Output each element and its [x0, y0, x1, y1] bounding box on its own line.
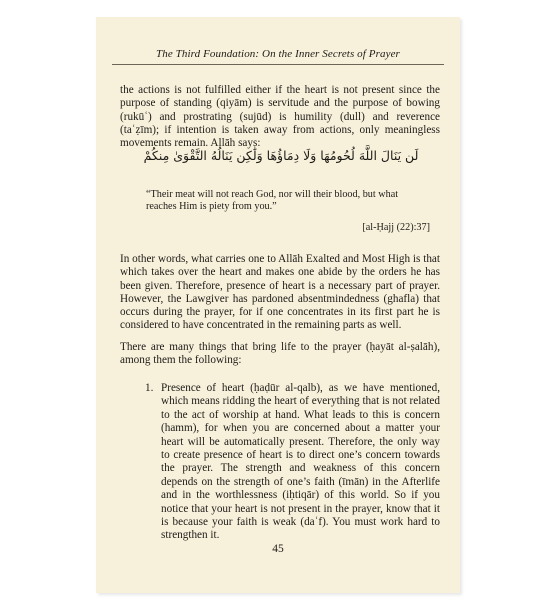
list-item-number: 1. [145, 382, 154, 394]
arabic-verse: لَن يَنَالَ اللَّهَ لُحُومُهَا وَلَا دِمَاؤُهَا وَلَٰكِن يَنَالُهُ التَّقْوَىٰ مِنكُمْ [143, 148, 419, 163]
paragraph-1: the actions is not fulfilled either if the heart is not present since the purpose of standing (qiyām) is servitude and the purpose of bowing (rukūʿ) and prostrating (sujūd) is humility (dull) and reverence (taʿẓīm); if intention is taken away from actions, only meaningless movements remain. Allāh says: [120, 84, 440, 150]
paragraph-2: In other words, what carries one to Allāh Exalted and Most High is that which takes over the heart and makes one abide by the orders he has been given. Therefore, presence of heart is a necessary part of prayer. However, the Lawgiver has pardoned absentmindedness (ghafla) that occurs during the prayer, for if one concentrates in its first part he is considered to have concentrated in the remaining parts as well. [120, 253, 440, 332]
page-number: 45 [272, 543, 284, 555]
header-rule [112, 64, 444, 65]
verse-citation: [al-Ḥajj (22):37] [362, 222, 430, 233]
book-page [96, 17, 460, 593]
paragraph-3: There are many things that bring life to the prayer (ḥayāt al-ṣalāh), among them the following: [120, 341, 440, 367]
list-item-text: Presence of heart (ḥaḍūr al-qalb), as we have mentioned, which means ridding the heart of everything that is not related to the act of worship at hand. What leads to this is concern (hamm), for when you are concerned about a matter your heart will be automatically present. Therefore, the only way to create presence of heart is to direct one’s concern towards the prayer. The strength and weakness of this concern depends on the strength of one’s faith (īmān) in the Afterlife and in the worthlessness (iḥtiqār) of this world. So if you notice that your heart is not present in the prayer, know that it is because your faith is weak (daʿf). You must work hard to strengthen it. [161, 382, 440, 542]
verse-translation: “Their meat will not reach God, nor will their blood, but what reaches Him is piety from you.” [146, 189, 399, 212]
running-header: The Third Foundation: On the Inner Secrets of Prayer [156, 48, 400, 60]
